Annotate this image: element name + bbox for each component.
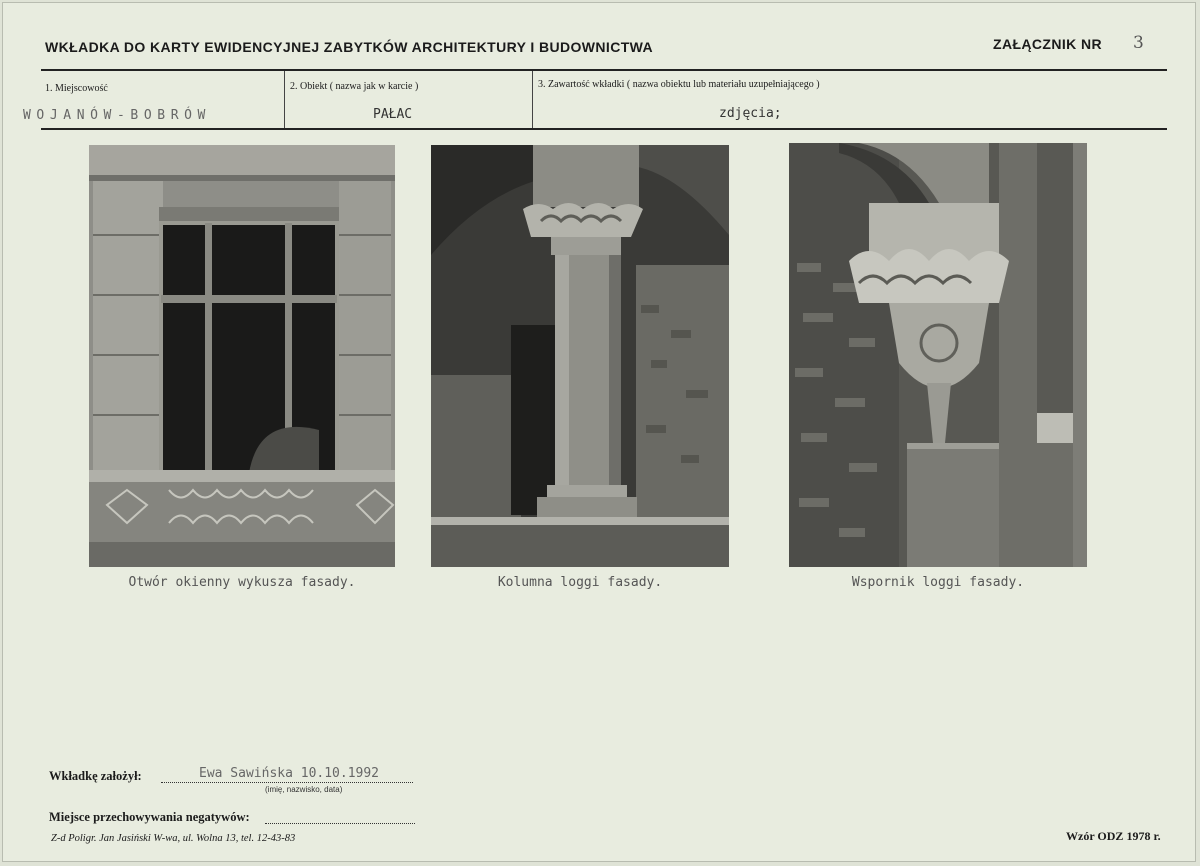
caption-bracket: Wspornik loggi fasady. [851, 575, 1025, 590]
object-value: PAŁAC [373, 107, 413, 122]
negatives-dotted-line [265, 823, 415, 824]
caption-column: Kolumna loggi fasady. [497, 575, 663, 590]
contents-value: zdjęcia; [719, 106, 782, 121]
header-bottom-rule [41, 128, 1167, 130]
field-divider-1 [284, 71, 285, 128]
negatives-label: Miejsce przechowywania negatywów: [49, 810, 250, 824]
form-code: Wzór ODZ 1978 r. [1066, 829, 1161, 843]
object-label: 2. Obiekt ( nazwa jak w karcie ) [290, 81, 419, 92]
created-by-dotted-line [161, 782, 413, 783]
field-divider-2 [532, 71, 533, 128]
photo-bracket [789, 143, 1087, 567]
header-top-rule [41, 69, 1167, 71]
created-by-value: Ewa Sawińska 10.10.1992 [199, 766, 380, 781]
photo-window [89, 145, 395, 567]
printer-imprint: Z-d Poligr. Jan Jasiński W-wa, ul. Wolna 13, tel. 12-43-83 [51, 833, 296, 844]
form-title: WKŁADKA DO KARTY EWIDENCYJNEJ ZABYTKÓW ARCHITEKTURY I BUDOWNICTWA [45, 39, 654, 55]
annex-number: 3 [1133, 33, 1144, 53]
annex-label: ZAŁĄCZNIK NR [993, 36, 1103, 52]
created-by-hint: (imię, nazwisko, data) [265, 785, 343, 794]
locality-label: 1. Miejscowość [45, 83, 108, 94]
photo-column [431, 145, 729, 567]
created-by-label: Wkładkę założył: [49, 769, 142, 783]
locality-value: WOJANÓW-BOBRÓW [23, 108, 211, 123]
contents-label: 3. Zawartość wkładki ( nazwa obiektu lub materiału uzupełniającego ) [538, 79, 820, 90]
caption-window: Otwór okienny wykusza fasady. [128, 575, 356, 590]
record-sheet [2, 2, 1196, 862]
